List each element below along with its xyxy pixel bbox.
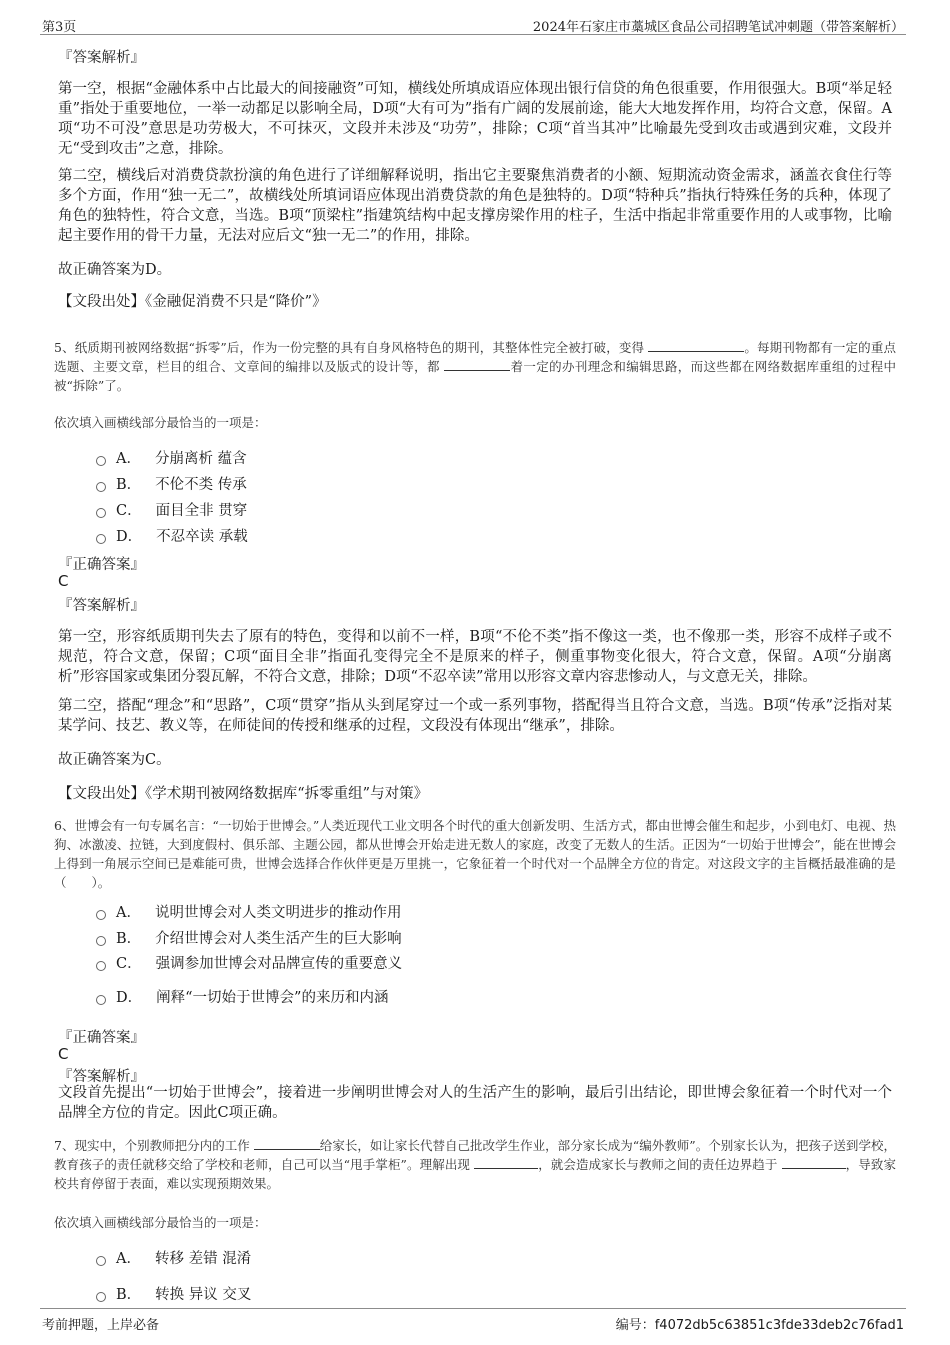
radio-icon[interactable]	[96, 936, 106, 946]
correct-answer: C	[58, 572, 69, 590]
radio-icon[interactable]	[96, 456, 106, 466]
radio-icon[interactable]	[96, 995, 106, 1005]
question-5-text: 5、纸质期刊被网络数据“拆零”后，作为一份完整的具有自身风格特色的期刊，其整体性完全被打破，变得 。每期刊物都有一定的重点选题、主要文章，栏目的组合、文章间的编排以及版式的设计等，都 着一定的办刊理念和编辑思路，而这些都在网络数据库重组的过程中被“拆除”了。	[54, 340, 896, 393]
document-code: 编号：f4072db5c63851c3fde33deb2c76fad1	[615, 1318, 904, 1333]
question-7-text: 7、现实中，个别教师把分内的工作 给家长，如让家长代替自己批改学生作业，部分家长成为“编外教师”。个别家长认为，把孩子送到学校，教育孩子的责任就移交给了学校和老师，自己可以当“甩手掌柜”。理解出现 ，就会造成家长与教师之间的责任边界趋于 ，导致家校共育停留于表面，难以实现预期效果。	[54, 1138, 896, 1191]
blank-line	[648, 338, 744, 352]
analysis-paragraph: 第二空，搭配“理念”和“思路”，C项“贯穿”指从头到尾穿过一个或一系列事物，搭配得当且符合文意，当选。B项“传承”泛指对某某学问、技艺、教义等，在师徒间的传授和继承的过程，文段没有体现出“继承”，排除。	[58, 698, 892, 734]
page-number: 第3页	[42, 20, 77, 35]
footer-divider	[40, 1308, 906, 1309]
radio-icon[interactable]	[96, 961, 106, 971]
analysis-label: 『答案解析』	[58, 1069, 145, 1085]
radio-icon[interactable]	[96, 910, 106, 920]
analysis-paragraph: 第一空，根据“金融体系中占比最大的间接融资”可知，横线处所填成语应体现出银行信贷的角色很重要，作用很强大。B项“举足轻重”指处于重要地位，一举一动都足以影响全局，D项“大有可为”指有广阔的发展前途，能大大地发挥作用，均符合文意，保留。A项“功不可没”意思是功劳极大，不可抹灭，文段并未涉及“功劳”，排除；C项“首当其冲”比喻最先受到攻击或遇到灾难，文段并无“受到攻击”之意，排除。	[58, 81, 892, 157]
conclusion: 故正确答案为C。	[58, 752, 171, 768]
blank-line	[254, 1136, 320, 1150]
radio-icon[interactable]	[96, 482, 106, 492]
source-citation: 【文段出处】《金融促消费不只是“降价”》	[58, 294, 327, 310]
option-a[interactable]: A． 说明世博会对人类文明进步的推动作用	[96, 901, 401, 922]
source-citation: 【文段出处】《学术期刊被网络数据库“拆零重组”与对策》	[58, 786, 429, 802]
option-b[interactable]: B． 转换 异议 交叉	[96, 1283, 251, 1304]
option-b[interactable]: B． 不伦不类 传承	[96, 473, 247, 494]
blank-line	[782, 1155, 846, 1169]
analysis-paragraph: 文段首先提出“一切始于世博会”，接着进一步阐明世博会对人的生活产生的影响，最后引出结论，即世博会象征着一个时代对一个品牌全方位的肯定。因此C项正确。	[58, 1085, 892, 1121]
radio-icon[interactable]	[96, 1292, 106, 1302]
radio-icon[interactable]	[96, 534, 106, 544]
option-c[interactable]: C． 面目全非 贯穿	[96, 499, 247, 520]
blank-line	[474, 1155, 538, 1169]
radio-icon[interactable]	[96, 1256, 106, 1266]
document-title: 2024年石家庄市藁城区食品公司招聘笔试冲刺题（带答案解析）	[532, 20, 904, 35]
option-d[interactable]: D． 不忍卒读 承载	[96, 525, 248, 546]
analysis-paragraph: 第一空，形容纸质期刊失去了原有的特色，变得和以前不一样，B项“不伦不类”指不像这一类，也不像那一类，形容不成样子或不规范，符合文意，保留；C项“面目全非”指面孔变得完全不是原来的样子，侧重事物变化很大，符合文意，保留。A项“分崩离析”形容国家或集团分裂瓦解，不符合文意，排除；D项“不忍卒读”常用以形容文章内容悲惨动人，与文意无关，排除。	[58, 629, 892, 685]
analysis-paragraph: 第二空，横线后对消费贷款扮演的角色进行了详细解释说明，指出它主要聚焦消费者的小额、短期流动资金需求，涵盖衣食住行等多个方面，作用“独一无二”，故横线处所填词语应体现出消费贷款的角色是独特的。D项“特种兵”指执行特殊任务的兵种，体现了角色的独特性，符合文意，当选。B项“顶梁柱”指建筑结构中起支撑房梁作用的柱子，生活中指起非常重要作用的人或事物，比喻起主要作用的骨干力量，无法对应后文“独一无二”的作用，排除。	[58, 168, 892, 244]
radio-icon[interactable]	[96, 508, 106, 518]
option-c[interactable]: C． 强调参加世博会对品牌宣传的重要意义	[96, 952, 402, 973]
option-d[interactable]: D． 阐释“一切始于世博会”的来历和内涵	[96, 986, 388, 1007]
option-b[interactable]: B． 介绍世博会对人类生活产生的巨大影响	[96, 927, 402, 948]
footer-slogan: 考前押题，上岸必备	[42, 1318, 160, 1333]
option-a[interactable]: A． 转移 差错 混淆	[96, 1247, 251, 1268]
analysis-label: 『答案解析』	[58, 598, 145, 614]
question-6-text: 6、世博会有一句专属名言：“一切始于世博会。”人类近现代工业文明各个时代的重大创新发明、生活方式，都由世博会催生和起步，小到电灯、电视、热狗、冰激凌、拉链，大到度假村、俱乐部、主题公园，都从世博会开始走进无数人的家庭，改变了无数人的生活。正因为“一切始于世博会”，能在世博会上得到一角展示空间已是难能可贵，世博会选择合作伙伴更是万里挑一，它象征着一个时代对一个品牌全方位的肯定。对这段文字的主旨概括最准确的是（ ）。	[54, 818, 896, 890]
answer-label: 『正确答案』	[58, 1030, 145, 1046]
analysis-label: 『答案解析』	[58, 50, 145, 66]
conclusion: 故正确答案为D。	[58, 262, 172, 278]
option-a[interactable]: A． 分崩离析 蕴含	[96, 447, 247, 468]
header-divider	[40, 34, 906, 35]
blank-line	[444, 357, 510, 371]
question-prompt: 依次填入画横线部分最恰当的一项是：	[54, 1215, 267, 1230]
answer-label: 『正确答案』	[58, 557, 145, 573]
question-prompt: 依次填入画横线部分最恰当的一项是：	[54, 415, 267, 430]
correct-answer: C	[58, 1045, 69, 1063]
